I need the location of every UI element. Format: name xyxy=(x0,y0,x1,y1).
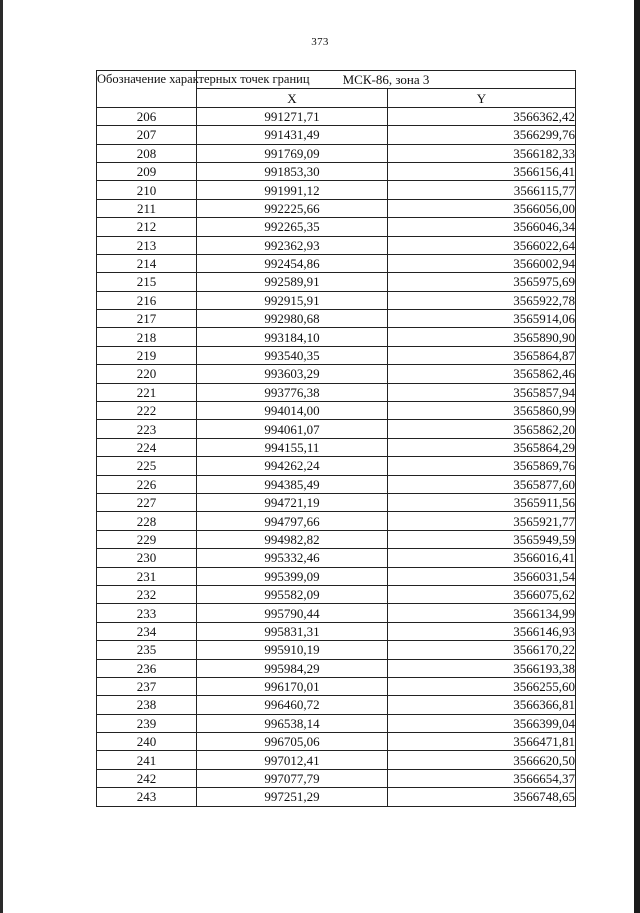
y-coordinate-cell: 3566255,60 xyxy=(388,677,576,695)
table-row xyxy=(97,328,576,346)
y-coordinate-cell: 3566046,34 xyxy=(388,218,576,236)
point-id-cell: 225 xyxy=(97,457,197,475)
table-row xyxy=(97,733,576,751)
x-coordinate-cell: 991853,30 xyxy=(197,162,388,180)
y-coordinate-cell: 3565862,46 xyxy=(388,365,576,383)
y-coordinate-cell: 3566115,77 xyxy=(388,181,576,199)
table-row xyxy=(97,788,576,806)
point-id-cell: 214 xyxy=(97,254,197,272)
table-row xyxy=(97,162,576,180)
table-row xyxy=(97,641,576,659)
y-coordinate-cell: 3566748,65 xyxy=(388,788,576,806)
y-coordinate-cell: 3565877,60 xyxy=(388,475,576,493)
y-coordinate-cell: 3565922,78 xyxy=(388,291,576,309)
table-row xyxy=(97,677,576,695)
x-coordinate-cell: 992362,93 xyxy=(197,236,388,254)
y-coordinate-cell: 3566193,38 xyxy=(388,659,576,677)
x-coordinate-cell: 991991,12 xyxy=(197,181,388,199)
x-coordinate-cell: 993184,10 xyxy=(197,328,388,346)
point-id-cell: 216 xyxy=(97,291,197,309)
x-coordinate-cell: 994982,82 xyxy=(197,530,388,548)
x-coordinate-cell: 991271,71 xyxy=(197,107,388,125)
y-column-header: Y xyxy=(388,89,576,107)
table-body xyxy=(97,107,576,806)
point-id-cell: 226 xyxy=(97,475,197,493)
point-id-cell: 217 xyxy=(97,310,197,328)
point-id-cell: 234 xyxy=(97,622,197,640)
point-id-cell: 228 xyxy=(97,512,197,530)
y-coordinate-cell: 3566031,54 xyxy=(388,567,576,585)
table-row xyxy=(97,254,576,272)
table-row xyxy=(97,144,576,162)
x-coordinate-cell: 992915,91 xyxy=(197,291,388,309)
x-coordinate-cell: 992454,86 xyxy=(197,254,388,272)
y-coordinate-cell: 3565860,99 xyxy=(388,402,576,420)
table-row xyxy=(97,493,576,511)
y-coordinate-cell: 3566156,41 xyxy=(388,162,576,180)
table-row xyxy=(97,291,576,309)
y-coordinate-cell: 3566022,64 xyxy=(388,236,576,254)
point-id-cell: 229 xyxy=(97,530,197,548)
y-coordinate-cell: 3566654,37 xyxy=(388,769,576,787)
x-coordinate-cell: 992589,91 xyxy=(197,273,388,291)
y-coordinate-cell: 3566002,94 xyxy=(388,254,576,272)
x-coordinate-cell: 995332,46 xyxy=(197,549,388,567)
y-coordinate-cell: 3566620,50 xyxy=(388,751,576,769)
table-row xyxy=(97,475,576,493)
x-coordinate-cell: 995984,29 xyxy=(197,659,388,677)
point-id-cell: 232 xyxy=(97,585,197,603)
x-coordinate-cell: 994014,00 xyxy=(197,402,388,420)
point-id-cell: 224 xyxy=(97,438,197,456)
x-coordinate-cell: 995399,09 xyxy=(197,567,388,585)
y-coordinate-cell: 3566366,81 xyxy=(388,696,576,714)
x-coordinate-cell: 993603,29 xyxy=(197,365,388,383)
point-id-cell: 239 xyxy=(97,714,197,732)
point-id-cell: 215 xyxy=(97,273,197,291)
table-row xyxy=(97,236,576,254)
point-id-cell: 219 xyxy=(97,346,197,364)
table-row xyxy=(97,107,576,125)
point-id-cell: 208 xyxy=(97,144,197,162)
point-id-cell: 213 xyxy=(97,236,197,254)
table-row xyxy=(97,751,576,769)
y-coordinate-cell: 3565914,06 xyxy=(388,310,576,328)
y-coordinate-cell: 3565869,76 xyxy=(388,457,576,475)
y-coordinate-cell: 3565911,56 xyxy=(388,493,576,511)
x-coordinate-cell: 997077,79 xyxy=(197,769,388,787)
y-coordinate-cell: 3565921,77 xyxy=(388,512,576,530)
point-id-cell: 222 xyxy=(97,402,197,420)
y-coordinate-cell: 3566299,76 xyxy=(388,126,576,144)
y-coordinate-cell: 3566182,33 xyxy=(388,144,576,162)
table-row xyxy=(97,512,576,530)
x-coordinate-cell: 994061,07 xyxy=(197,420,388,438)
point-id-cell: 209 xyxy=(97,162,197,180)
x-coordinate-cell: 995582,09 xyxy=(197,585,388,603)
y-coordinate-cell: 3566362,42 xyxy=(388,107,576,125)
point-id-cell: 223 xyxy=(97,420,197,438)
x-coordinate-cell: 991431,49 xyxy=(197,126,388,144)
x-coordinate-cell: 996460,72 xyxy=(197,696,388,714)
table-row xyxy=(97,622,576,640)
point-id-cell: 236 xyxy=(97,659,197,677)
x-coordinate-cell: 994797,66 xyxy=(197,512,388,530)
x-column-header: X xyxy=(197,89,388,107)
point-id-cell: 237 xyxy=(97,677,197,695)
point-id-cell: 233 xyxy=(97,604,197,622)
x-coordinate-cell: 996705,06 xyxy=(197,733,388,751)
point-id-cell: 210 xyxy=(97,181,197,199)
table-row xyxy=(97,126,576,144)
table-row xyxy=(97,696,576,714)
x-coordinate-cell: 997251,29 xyxy=(197,788,388,806)
y-coordinate-cell: 3566399,04 xyxy=(388,714,576,732)
x-coordinate-cell: 992225,66 xyxy=(197,199,388,217)
x-coordinate-cell: 996538,14 xyxy=(197,714,388,732)
y-coordinate-cell: 3566056,00 xyxy=(388,199,576,217)
table-row xyxy=(97,604,576,622)
y-coordinate-cell: 3566146,93 xyxy=(388,622,576,640)
x-coordinate-cell: 994155,11 xyxy=(197,438,388,456)
point-id-cell: 206 xyxy=(97,107,197,125)
y-coordinate-cell: 3565975,69 xyxy=(388,273,576,291)
table-row xyxy=(97,218,576,236)
table-row xyxy=(97,346,576,364)
y-coordinate-cell: 3566134,99 xyxy=(388,604,576,622)
point-id-cell: 227 xyxy=(97,493,197,511)
table-row xyxy=(97,549,576,567)
x-coordinate-cell: 995831,31 xyxy=(197,622,388,640)
x-coordinate-cell: 992980,68 xyxy=(197,310,388,328)
x-coordinate-cell: 993776,38 xyxy=(197,383,388,401)
coordinates-table xyxy=(96,70,576,807)
point-id-cell: 235 xyxy=(97,641,197,659)
table-row xyxy=(97,438,576,456)
table-header-row-zone xyxy=(97,71,576,89)
table-row xyxy=(97,402,576,420)
table-row xyxy=(97,585,576,603)
x-coordinate-cell: 996170,01 xyxy=(197,677,388,695)
point-id-cell: 218 xyxy=(97,328,197,346)
y-coordinate-cell: 3565949,59 xyxy=(388,530,576,548)
y-coordinate-cell: 3565862,20 xyxy=(388,420,576,438)
x-coordinate-cell: 997012,41 xyxy=(197,751,388,769)
table-row xyxy=(97,714,576,732)
x-coordinate-cell: 994262,24 xyxy=(197,457,388,475)
point-id-cell: 220 xyxy=(97,365,197,383)
table-row xyxy=(97,769,576,787)
table-row xyxy=(97,365,576,383)
point-id-cell: 231 xyxy=(97,567,197,585)
x-coordinate-cell: 994721,19 xyxy=(197,493,388,511)
point-id-cell: 242 xyxy=(97,769,197,787)
point-id-cell: 240 xyxy=(97,733,197,751)
point-id-cell: 211 xyxy=(97,199,197,217)
table-row xyxy=(97,530,576,548)
x-coordinate-cell: 993540,35 xyxy=(197,346,388,364)
table-row xyxy=(97,420,576,438)
table-row xyxy=(97,567,576,585)
table-row xyxy=(97,383,576,401)
table-row xyxy=(97,310,576,328)
zone-header: МСК-86, зона 3 xyxy=(197,71,576,89)
y-coordinate-cell: 3566016,41 xyxy=(388,549,576,567)
point-id-cell: 238 xyxy=(97,696,197,714)
page-edge-left xyxy=(0,0,3,913)
point-id-cell: 207 xyxy=(97,126,197,144)
page-number: 373 xyxy=(311,36,329,48)
table-row xyxy=(97,181,576,199)
y-coordinate-cell: 3566471,81 xyxy=(388,733,576,751)
y-coordinate-cell: 3565864,29 xyxy=(388,438,576,456)
x-coordinate-cell: 994385,49 xyxy=(197,475,388,493)
y-coordinate-cell: 3566170,22 xyxy=(388,641,576,659)
point-id-cell: 230 xyxy=(97,549,197,567)
table-row xyxy=(97,199,576,217)
y-coordinate-cell: 3565864,87 xyxy=(388,346,576,364)
point-id-cell: 243 xyxy=(97,788,197,806)
table-row xyxy=(97,457,576,475)
x-coordinate-cell: 995910,19 xyxy=(197,641,388,659)
x-coordinate-cell: 992265,35 xyxy=(197,218,388,236)
point-id-cell: 221 xyxy=(97,383,197,401)
y-coordinate-cell: 3565890,90 xyxy=(388,328,576,346)
x-coordinate-cell: 991769,09 xyxy=(197,144,388,162)
table-row xyxy=(97,273,576,291)
y-coordinate-cell: 3566075,62 xyxy=(388,585,576,603)
page-edge-right xyxy=(634,0,640,913)
point-label-header: Обозначение характерных точек границ xyxy=(97,71,197,108)
point-id-cell: 241 xyxy=(97,751,197,769)
point-id-cell: 212 xyxy=(97,218,197,236)
table-row xyxy=(97,659,576,677)
x-coordinate-cell: 995790,44 xyxy=(197,604,388,622)
y-coordinate-cell: 3565857,94 xyxy=(388,383,576,401)
